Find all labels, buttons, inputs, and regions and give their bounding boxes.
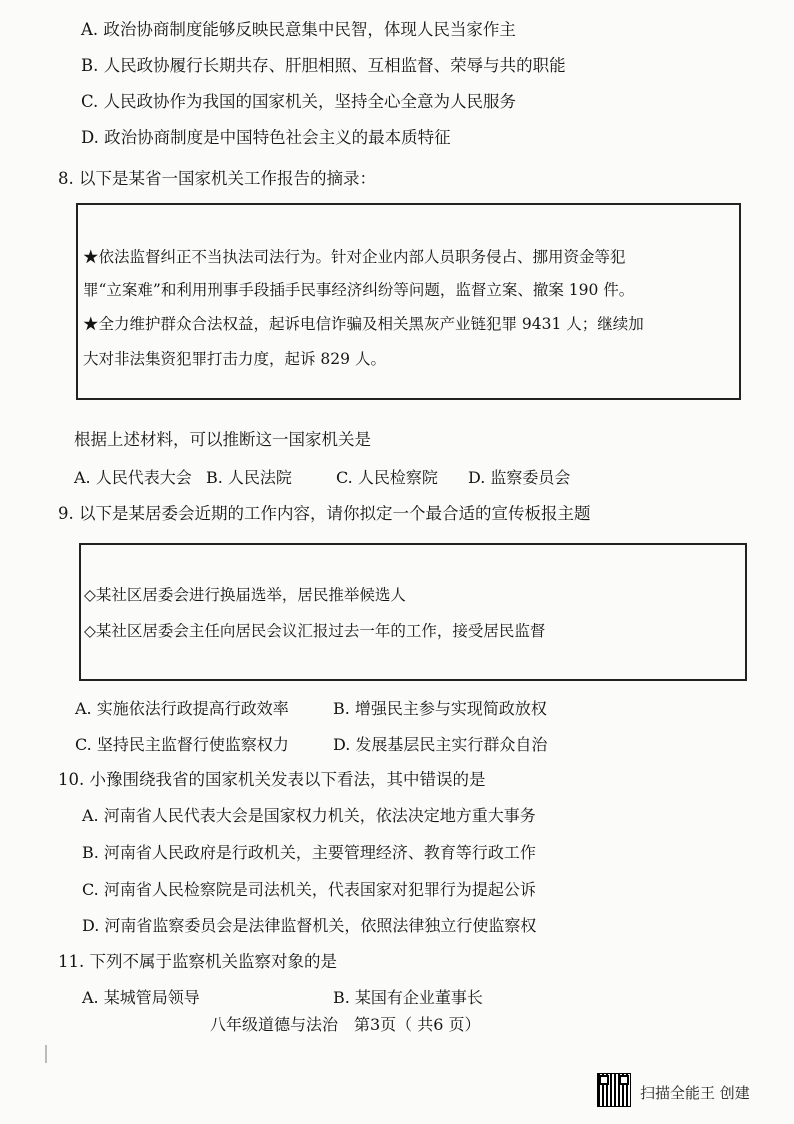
q10-option-b: B. 河南省人民政府是行政机关，主要管理经济、教育等行政工作 xyxy=(82,843,536,862)
q10-option-c: C. 河南省人民检察院是司法机关，代表国家对犯罪行为提起公诉 xyxy=(82,880,536,899)
q10-option-a: A. 河南省人民代表大会是国家权力机关，依法决定地方重大事务 xyxy=(82,806,536,825)
q9-option-c: C. 坚持民主监督行使监察权力 xyxy=(75,735,289,754)
q10-option-d: D. 河南省监察委员会是法律监督机关，依照法律独立行使监察权 xyxy=(82,916,537,935)
page-footer: 八年级道德与法治 第3页（ 共6 页） xyxy=(210,1015,481,1034)
q11-stem: 11. 下列不属于监察机关监察对象的是 xyxy=(58,952,337,971)
q8-material-line-1: ★依法监督纠正不当执法司法行为。针对企业内部人员职务侵占、挪用资金等犯 xyxy=(83,248,626,266)
q9-stem: 9. 以下是某居委会近期的工作内容，请你拟定一个最合适的宣传板报主题 xyxy=(58,504,591,523)
q9-option-a: A. 实施依法行政提高行政效率 xyxy=(75,699,289,718)
q9-material-line-2: ◇某社区居委会主任向居民会议汇报过去一年的工作，接受居民监督 xyxy=(84,622,546,640)
q7-option-a: A. 政治协商制度能够反映民意集中民智，体现人民当家作主 xyxy=(81,20,516,39)
q11-option-a: A. 某城管局领导 xyxy=(82,988,200,1007)
q8-material-line-2: 罪“立案难”和利用刑事手段插手民事经济纠纷等问题，监督立案、撤案 190 件。 xyxy=(83,281,635,299)
q10-stem: 10. 小豫围绕我省的国家机关发表以下看法，其中错误的是 xyxy=(58,770,486,789)
q7-option-d: D. 政治协商制度是中国特色社会主义的最本质特征 xyxy=(81,128,451,147)
q8-question: 根据上述材料，可以推断这一国家机关是 xyxy=(74,430,371,449)
scan-edge-mark xyxy=(45,1045,47,1063)
q7-option-b: B. 人民政协履行长期共存、肝胆相照、互相监督、荣辱与共的职能 xyxy=(81,56,566,75)
q9-option-b: B. 增强民主参与实现简政放权 xyxy=(333,699,547,718)
scanner-watermark: 扫描全能王 创建 xyxy=(640,1084,750,1102)
q9-option-d: D. 发展基层民主实行群众自治 xyxy=(333,735,548,754)
q9-material-line-1: ◇某社区居委会进行换届选举，居民推举候选人 xyxy=(84,586,406,604)
q9-material-box xyxy=(79,543,747,681)
q11-option-b: B. 某国有企业董事长 xyxy=(333,988,483,1007)
qr-code-icon xyxy=(597,1073,631,1107)
q8-material-line-3: ★全力维护群众合法权益，起诉电信诈骗及相关黑灰产业链犯罪 9431 人；继续加 xyxy=(83,315,644,333)
q8-option-c: C. 人民检察院 xyxy=(336,468,438,487)
q8-material-box xyxy=(76,203,741,400)
q8-option-d: D. 监察委员会 xyxy=(468,468,571,487)
q8-stem: 8. 以下是某省一国家机关工作报告的摘录： xyxy=(58,169,376,188)
q8-option-a: A. 人民代表大会 xyxy=(74,468,192,487)
q7-option-c: C. 人民政协作为我国的国家机关，坚持全心全意为人民服务 xyxy=(81,92,517,111)
q8-option-b: B. 人民法院 xyxy=(206,468,292,487)
q8-material-line-4: 大对非法集资犯罪打击力度，起诉 829 人。 xyxy=(83,350,386,368)
